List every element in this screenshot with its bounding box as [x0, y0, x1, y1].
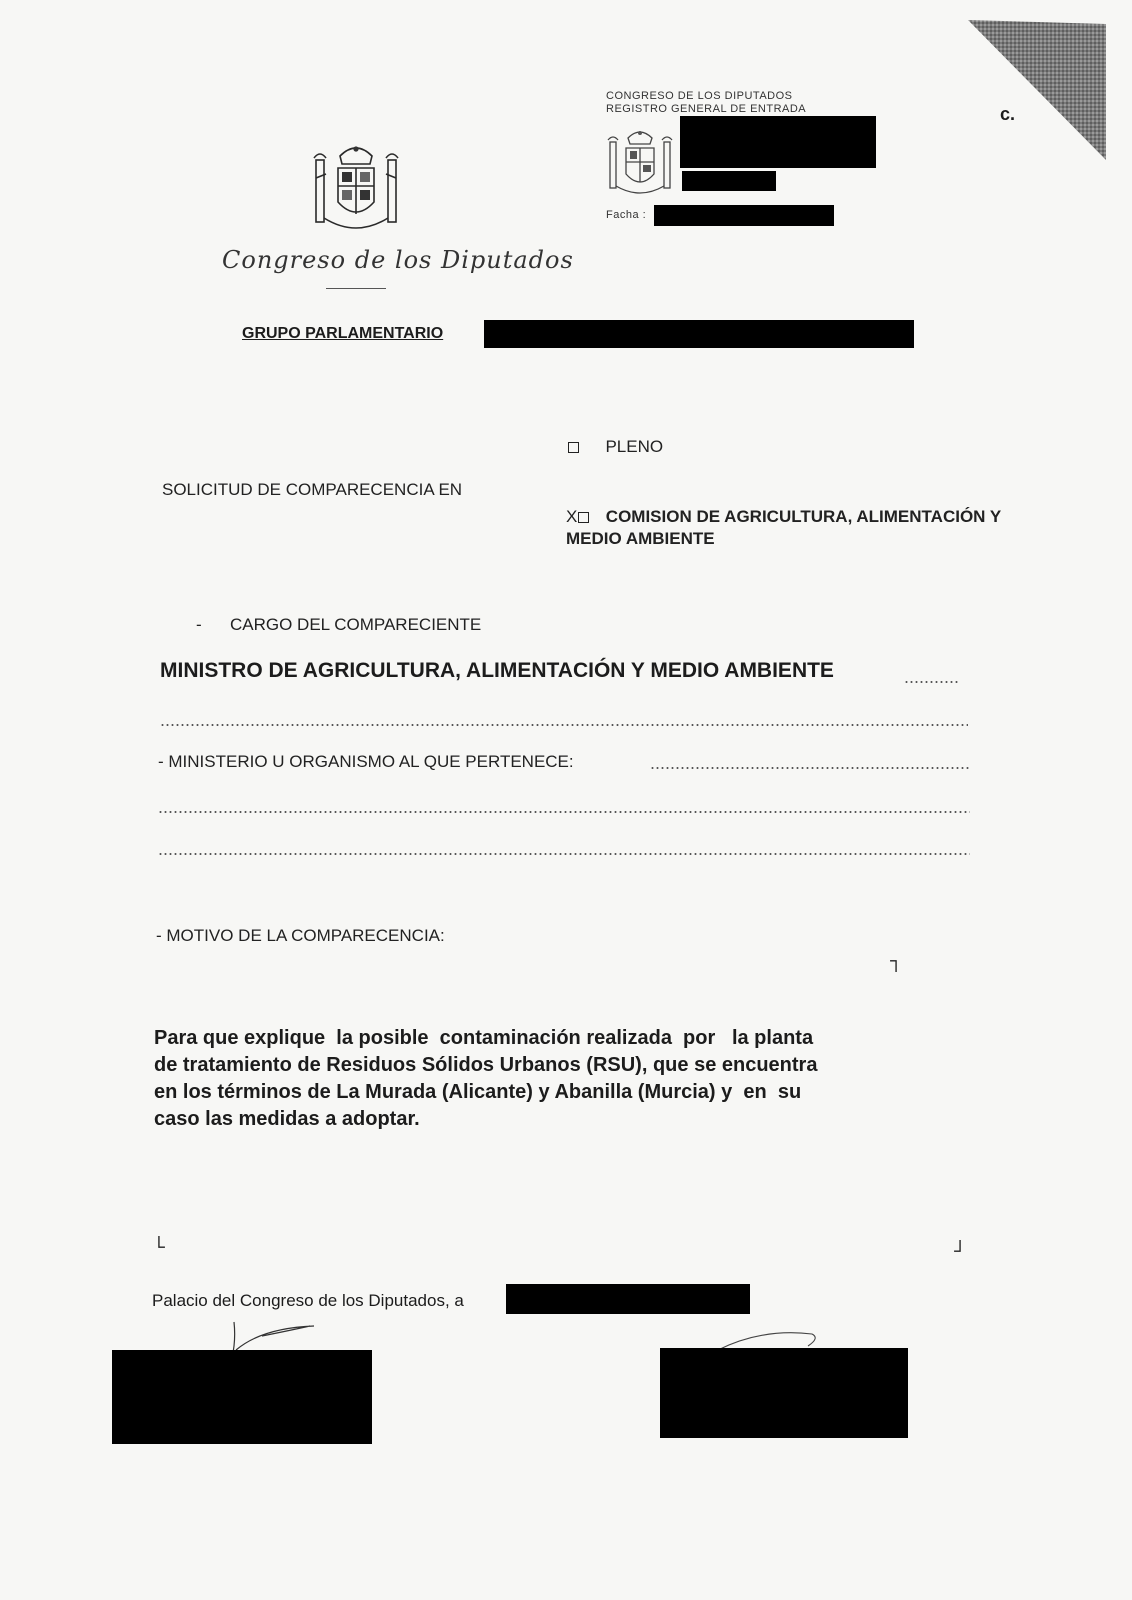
signature-left-redaction: [112, 1350, 372, 1444]
cargo-dotted-line-2: [160, 724, 968, 726]
option-pleno: [568, 437, 663, 457]
signature-right-redaction: [660, 1348, 908, 1438]
stamp-redaction-2: [682, 171, 776, 191]
bracket-bottom-right: [954, 1240, 961, 1252]
cargo-dotted-fill: [904, 681, 958, 683]
motivo-text-line3: en los términos de La Murada (Alicante) y Abanilla (Murcia) y en su: [154, 1081, 802, 1103]
stamp-line-2: REGISTRO GENERAL DE ENTRADA: [606, 103, 807, 115]
motivo-text-line1: Para que explique la posible contaminación realizada por la planta: [154, 1027, 814, 1049]
cargo-label: CARGO DEL COMPARECIENTE: [230, 615, 482, 634]
motivo-text-line4: caso las medidas a adoptar.: [154, 1108, 420, 1130]
motivo-text-line2: de tratamiento de Residuos Sólidos Urbanos (RSU), que se encuentra: [154, 1054, 818, 1076]
stamp-line-1: CONGRESO DE LOS DIPUTADOS: [606, 90, 793, 102]
solicitud-label: SOLICITUD DE COMPARECENCIA EN: [162, 480, 463, 499]
comision-label-line2: MEDIO AMBIENTE: [566, 529, 715, 548]
motivo-label: - MOTIVO DE LA COMPARECENCIA:: [156, 926, 445, 945]
grupo-name-redaction: [484, 320, 914, 348]
congreso-script-logo: Congreso de los Diputados: [222, 246, 574, 274]
place-date-label: Palacio del Congreso de los Diputados, a: [152, 1291, 464, 1310]
date-redaction: [506, 1284, 750, 1314]
comision-checkbox[interactable]: [578, 512, 589, 523]
option-comision: [566, 507, 1001, 527]
ministerio-label: - MINISTERIO U ORGANISMO AL QUE PERTENECE:: [158, 752, 574, 771]
stamp-date-redaction: [654, 205, 834, 226]
cargo-value: MINISTRO DE AGRICULTURA, ALIMENTACIÓN Y MEDIO AMBIENTE: [160, 659, 834, 682]
stamp-redaction-1: [680, 116, 876, 168]
corner-letter: c.: [1000, 104, 1016, 124]
congreso-coat-of-arms-icon: [308, 138, 404, 240]
ministerio-dotted-line-2: [158, 811, 970, 813]
stamp-coat-of-arms-icon: [604, 124, 676, 204]
bracket-bottom-left: [158, 1236, 165, 1248]
comision-mark: X: [566, 507, 578, 526]
folded-corner: [968, 20, 1108, 160]
pleno-label: PLENO: [605, 437, 664, 456]
grupo-parlamentario-label: GRUPO PARLAMENTARIO: [242, 325, 444, 342]
ministerio-dotted-line-1: [650, 767, 970, 769]
pleno-checkbox[interactable]: [568, 442, 579, 453]
bracket-top-right: [890, 960, 897, 972]
logo-underline: [326, 288, 386, 289]
stamp-fecha-label: Facha :: [606, 209, 647, 221]
ministerio-dotted-line-3: [158, 853, 970, 855]
comision-label-line1: COMISION DE AGRICULTURA, ALIMENTACIÓN Y: [605, 507, 1002, 526]
cargo-dash: -: [196, 615, 202, 634]
